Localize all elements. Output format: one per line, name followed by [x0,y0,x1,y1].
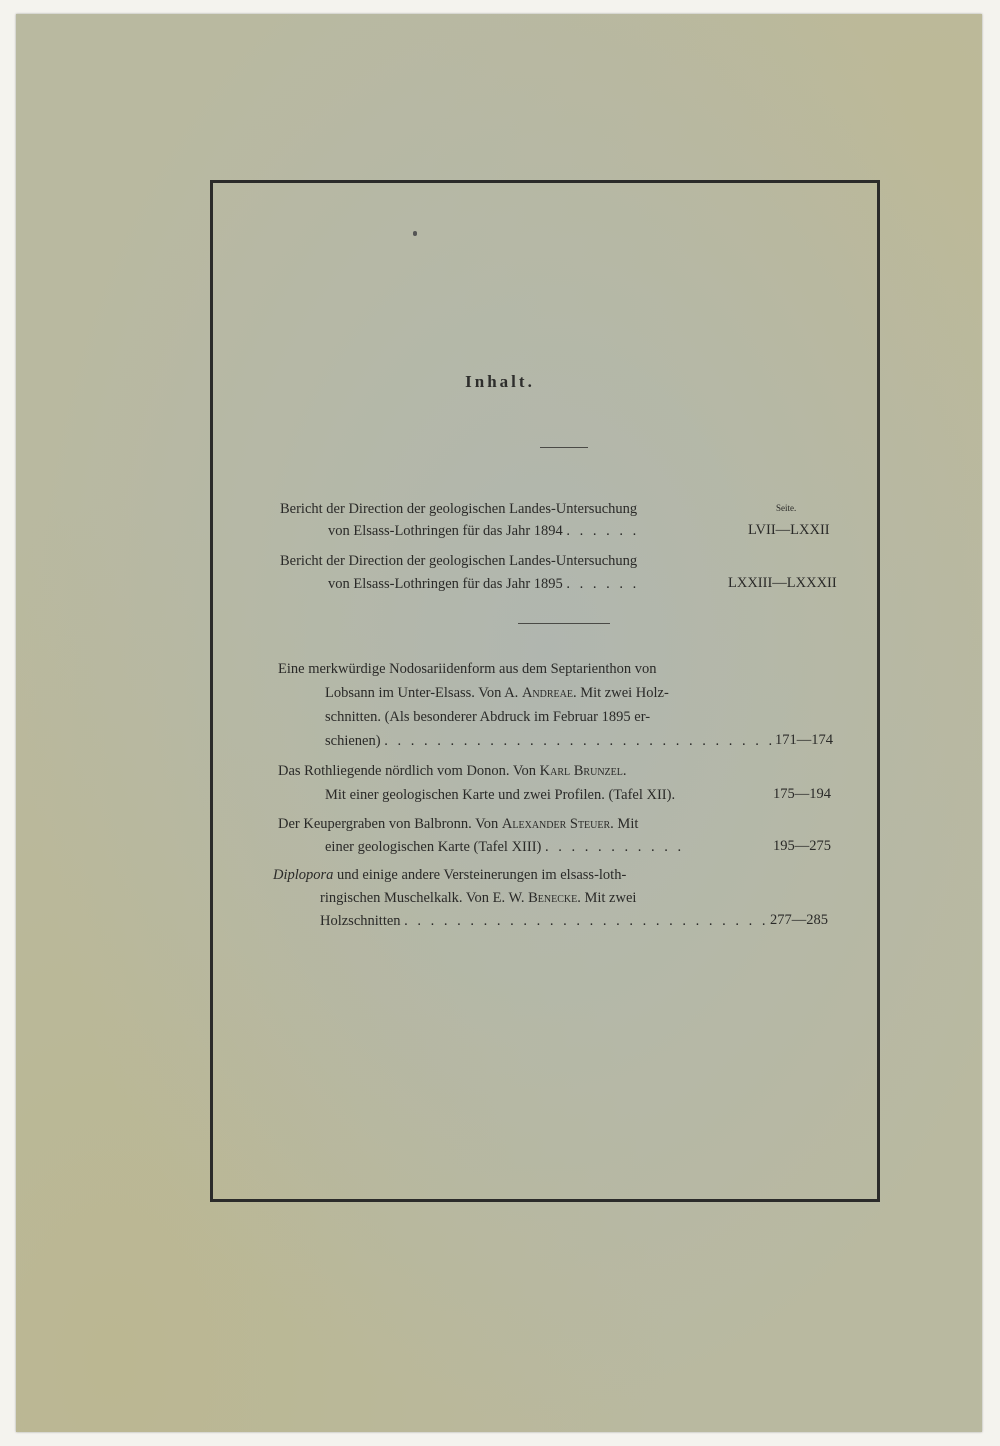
page-title: Inhalt. [465,372,535,391]
section-divider [518,623,610,624]
article-2-line-1-start: Das Rothliegende nördlich vom Donon. Von [278,763,540,779]
article-3-line-2 [325,838,684,856]
article-1-line-1: Eine merkwürdige Nodosariidenform aus dem Septarienthon von [278,661,657,677]
article-1-line-4 [325,732,775,750]
article-3-line-1-end: . Mit [610,816,639,832]
article-3-author: Alexander Steuer [501,816,611,832]
article-4-title-end: Holzschnitten [320,913,401,929]
article-2-line-1-end: . [622,763,627,779]
article-3-line-1 [278,815,638,833]
article-4-genus: Diplopora [273,867,334,883]
article-4-line-2-start: ringischen Muschelkalk. Von E. W. [320,890,529,906]
article-1-line-3: schnitten. (Als besonderer Abdruck im Februar 1895 er- [325,709,651,725]
article-4-author: Benecke [528,890,578,906]
article-4-line-1-rest: und einige andere Versteinerungen im elsass-loth- [333,867,627,883]
report-2-pages: LXXIII—LXXXII [728,575,837,591]
article-4-line-2 [320,889,636,907]
article-4-line-2-end: . Mit zwei [577,890,637,906]
report-1-line-2 [328,522,639,540]
report-2-line-1: Bericht der Direction der geologischen Landes-Untersuchung [280,553,638,569]
article-1-dots: . . . . . . . . . . . . . . . . . . . . . . . . . . . . . . [384,733,776,749]
report-2-title-end: von Elsass-Lothringen für das Jahr 1895 [328,576,563,592]
report-1-line-1: Bericht der Direction der geologischen Landes-Untersuchung [280,501,638,517]
article-3-pages: 195—275 [773,838,831,854]
article-3-dots: . . . . . . . . . . . [545,839,685,855]
article-1-title-end: schienen) [325,733,381,749]
article-1-line-2 [325,684,669,702]
article-4-line-3 [320,912,769,930]
article-4-dots: . . . . . . . . . . . . . . . . . . . . . . . . . . . . [404,913,769,929]
title-divider [540,447,588,448]
report-1-pages: LVII—LXXII [748,522,830,538]
article-4-line-1 [273,866,626,884]
paper-speck [413,231,417,236]
report-2-dots: . . . . . . [566,576,640,592]
article-2-pages: 175—194 [773,786,831,802]
seite-label: Seite. [776,503,797,513]
article-2-line-1 [278,762,627,780]
article-3-title-end: einer geologischen Karte (Tafel XIII) [325,839,542,855]
report-1-dots: . . . . . . [566,523,640,539]
article-1-line-2-end: . Mit zwei Holz- [572,685,669,701]
article-2-author: Karl Brunzel [539,763,623,779]
article-4-pages: 277—285 [770,912,828,928]
report-2-line-2 [328,575,639,593]
article-2-line-2: Mit einer geologischen Karte und zwei Profilen. (Tafel XII). [325,787,676,803]
article-3-line-1-start: Der Keupergraben von Balbronn. Von [278,816,502,832]
article-1-author: Andreae [521,685,573,701]
article-1-pages: 171—174 [775,732,833,748]
article-1-line-2-start: Lobsann im Unter-Elsass. Von A. [325,685,522,701]
report-1-title-end: von Elsass-Lothringen für das Jahr 1894 [328,523,563,539]
